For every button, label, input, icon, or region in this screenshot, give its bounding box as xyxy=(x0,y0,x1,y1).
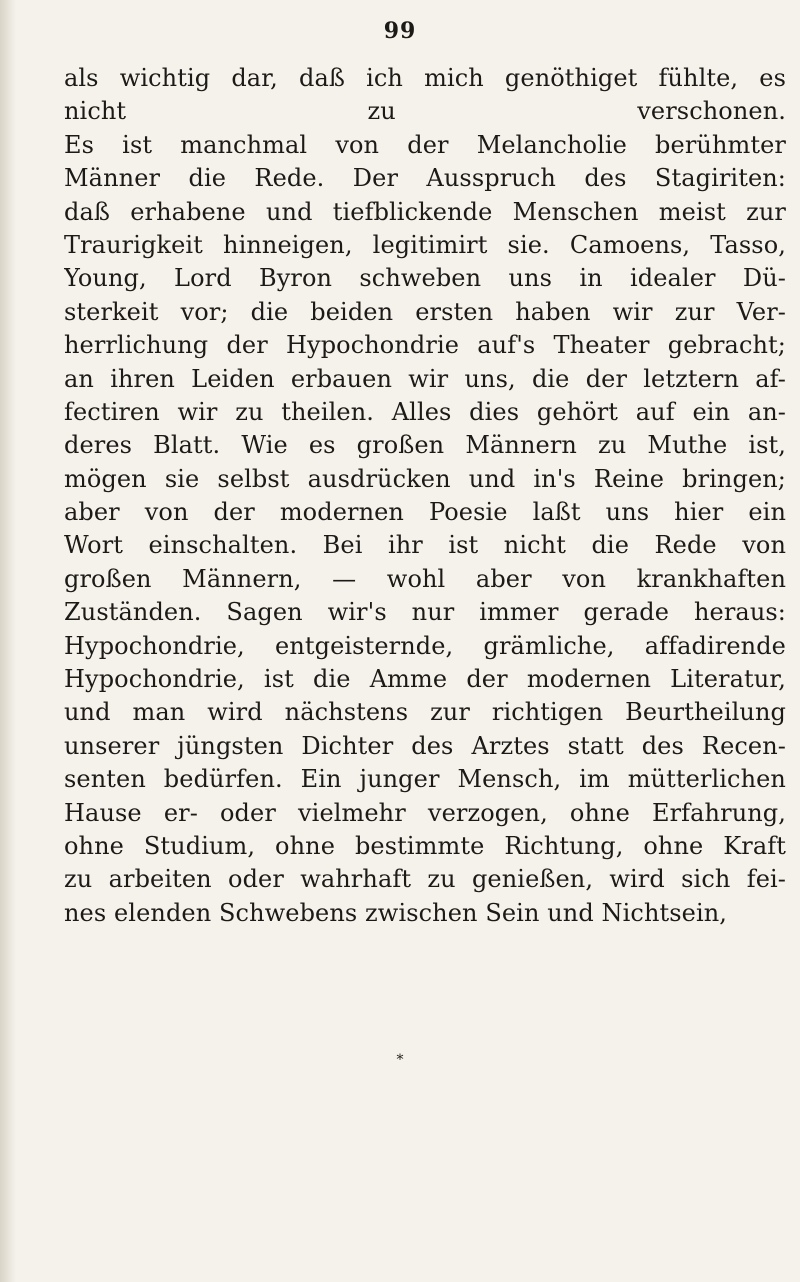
text-line: Hypochondrie, entgeisternde, grämliche, affadirende xyxy=(64,631,786,660)
page-number: 99 xyxy=(383,18,417,44)
text-line: als wichtig dar, daß ich mich genöthiget fühlte, es xyxy=(64,64,786,92)
text-line: unserer jüngsten Dichter des Arztes statt des Recen- xyxy=(64,731,786,760)
text-line: großen Männern, — wohl aber von krankhaften xyxy=(64,564,786,593)
page-edge-shadow xyxy=(0,0,16,1282)
text-line: Traurigkeit hinneigen, legitimirt sie. Camoens, Tasso, xyxy=(64,230,786,259)
text-line: Young, Lord Byron schweben uns in idealer Dü- xyxy=(64,264,786,293)
text-line: Es ist manchmal von der Melancholie berühmter xyxy=(64,130,786,159)
text-line: senten bedürfen. Ein junger Mensch, im mütterlichen xyxy=(64,765,786,794)
text-line: nicht zu verschonen. xyxy=(64,97,786,126)
signature-mark: * xyxy=(396,1052,404,1068)
text-line: aber von der modernen Poesie laßt uns hier ein xyxy=(64,498,786,527)
text-line: Wort einschalten. Bei ihr ist nicht die Rede von xyxy=(64,531,786,560)
body-text xyxy=(64,62,786,930)
text-line: Männer die Rede. Der Ausspruch des Stagiriten: xyxy=(64,164,786,193)
text-line: Zuständen. Sagen wir's nur immer gerade heraus: xyxy=(64,598,786,627)
text-line: Hypochondrie, ist die Amme der modernen Literatur, xyxy=(64,665,786,694)
text-line: mögen sie selbst ausdrücken und in's Reine bringen; xyxy=(64,464,786,493)
text-line: Hause er- oder vielmehr verzogen, ohne Erfahrung, xyxy=(64,798,786,827)
text-line: fectiren wir zu theilen. Alles dies gehört auf ein an- xyxy=(64,397,786,426)
text-line: sterkeit vor; die beiden ersten haben wir zur Ver- xyxy=(64,297,786,326)
text-line: zu arbeiten oder wahrhaft zu genießen, wird sich fei- xyxy=(64,865,786,894)
text-line: daß erhabene und tiefblickende Menschen meist zur xyxy=(64,197,786,226)
text-line: nes elenden Schwebens zwischen Sein und Nichtsein, xyxy=(64,898,728,927)
text-line: an ihren Leiden erbauen wir uns, die der letztern af- xyxy=(64,364,786,393)
text-line: herrlichung der Hypochondrie auf's Theater gebracht; xyxy=(64,331,786,360)
text-line: ohne Studium, ohne bestimmte Richtung, ohne Kraft xyxy=(64,831,786,860)
text-line: deres Blatt. Wie es großen Männern zu Muthe ist, xyxy=(64,431,786,460)
text-line: und man wird nächstens zur richtigen Beurtheilung xyxy=(64,698,786,727)
